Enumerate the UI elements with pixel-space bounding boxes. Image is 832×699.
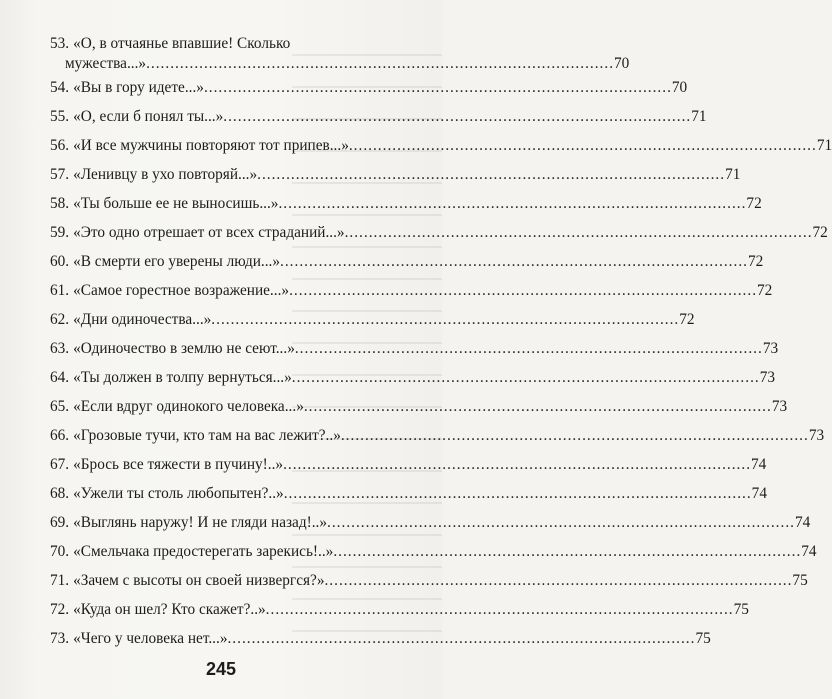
entry-page: 71 (725, 166, 741, 183)
leader-dots: ................................................................................................. (283, 485, 752, 502)
toc-entry (50, 397, 788, 426)
leader-dots: ................................................................................................. (227, 630, 696, 647)
entry-number: 59. (50, 224, 70, 241)
entry-page: 72 (679, 311, 695, 328)
toc-entry (50, 78, 688, 107)
toc-entry (50, 165, 741, 194)
entry-title: мужества...» (65, 55, 147, 72)
leader-dots: ................................................................................................. (327, 514, 795, 531)
toc-entry (50, 136, 832, 165)
entry-title: «Куда он шел? Кто скажет?..» (73, 601, 266, 618)
entry-page: 73 (771, 398, 788, 415)
entry-title: «Ленивцу в ухо повторяй...» (73, 166, 258, 183)
toc-entry (50, 571, 808, 600)
entry-number: 64. (50, 369, 70, 386)
entry-title: «Чего у человека нет...» (73, 630, 228, 647)
table-of-contents (50, 34, 832, 658)
entry-number: 54. (50, 79, 70, 96)
entry-page: 73 (759, 369, 776, 386)
leader-dots: ................................................................................................. (203, 79, 672, 96)
leader-dots: ................................................................................................. (278, 195, 747, 212)
leader-dots: ................................................................................................. (211, 311, 680, 328)
toc-entry (50, 513, 811, 542)
leader-dots: ................................................................................................. (146, 55, 615, 72)
entry-title: «Вы в гору идете...» (73, 79, 204, 96)
entry-page: 70 (614, 55, 630, 72)
page-number: 245 (205, 659, 237, 679)
toc-entry (50, 281, 773, 310)
leader-dots: ................................................................................................. (257, 166, 726, 183)
entry-page: 70 (671, 79, 688, 96)
entry-number: 63. (50, 340, 70, 357)
toc-entry (50, 339, 779, 368)
entry-number: 69. (50, 514, 70, 531)
entry-page: 74 (751, 485, 767, 502)
entry-title: «И все мужчины повторяют тот припев...» (73, 137, 349, 154)
leader-dots: ................................................................................................. (340, 427, 809, 444)
entry-number: 56. (50, 137, 70, 154)
entry-page: 74 (794, 514, 811, 531)
entry-number: 71. (50, 572, 70, 589)
entry-number: 65. (50, 398, 70, 415)
leader-dots: ................................................................................................. (265, 601, 734, 618)
toc-entry (50, 426, 825, 455)
entry-number: 53. (50, 35, 70, 52)
entry-page: 71 (691, 108, 707, 125)
leader-dots: ................................................................................................. (294, 340, 763, 357)
entry-title: «В смерти его уверены люди...» (73, 253, 281, 270)
entry-title: «Ужели ты столь любопытен?..» (73, 485, 284, 502)
toc-entry (50, 629, 711, 658)
entry-title: «Брось все тяжести в пучину!..» (73, 456, 284, 473)
entry-page: 72 (812, 224, 828, 241)
leader-dots: ................................................................................................. (291, 369, 760, 386)
entry-title: «Выглянь наружу! И не гляди назад!..» (73, 514, 328, 531)
entry-number: 68. (50, 485, 70, 502)
entry-page: 75 (792, 572, 808, 589)
entry-title: «Самое горестное возражение...» (73, 282, 290, 299)
entry-number: 60. (50, 253, 70, 270)
entry-page: 72 (746, 195, 762, 212)
entry-number: 57. (50, 166, 70, 183)
leader-dots: ................................................................................................. (289, 282, 758, 299)
toc-entry (50, 600, 749, 629)
entry-number: 61. (50, 282, 70, 299)
leader-dots: ................................................................................................. (223, 108, 692, 125)
entry-page: 75 (695, 630, 711, 647)
entry-number: 58. (50, 195, 70, 212)
entry-page: 75 (733, 601, 749, 618)
leader-dots: ................................................................................................. (344, 224, 813, 241)
entry-title: «Одиночество в землю не сеют...» (73, 340, 295, 357)
entry-page: 74 (751, 456, 767, 473)
entry-number: 62. (50, 311, 70, 328)
toc-entry (50, 310, 695, 339)
toc-entry-continuation (50, 54, 630, 78)
leader-dots: ................................................................................................. (280, 253, 748, 270)
entry-number: 55. (50, 108, 70, 125)
entry-title: «Грозовые тучи, кто там на вас лежит?..» (73, 427, 341, 444)
toc-entry (50, 34, 415, 54)
entry-page: 72 (757, 282, 773, 299)
entry-number: 67. (50, 456, 70, 473)
leader-dots: ................................................................................................. (333, 543, 802, 560)
entry-number: 66. (50, 427, 70, 444)
leader-dots: ................................................................................................. (283, 456, 752, 473)
entry-title: «Смельчака предостерегать зарекись!..» (73, 543, 334, 560)
entry-title-line1: «О, в отчаянье впавшие! Сколько (73, 35, 291, 52)
entry-title: «Зачем с высоты он своей низвергся?» (73, 572, 325, 589)
entry-title: «О, если б понял ты...» (73, 108, 224, 125)
leader-dots: ................................................................................................. (324, 572, 793, 589)
entry-title: «Ты больше ее не выносишь...» (73, 195, 279, 212)
toc-entry (50, 368, 776, 397)
toc-entry (50, 542, 817, 571)
entry-page: 71 (816, 137, 832, 154)
toc-entry (50, 455, 767, 484)
toc-entry (50, 252, 764, 281)
entry-page: 74 (801, 543, 817, 560)
entry-number: 73. (50, 630, 70, 647)
entry-title: «Ты должен в толпу вернуться...» (73, 369, 292, 386)
toc-entry (50, 194, 762, 223)
entry-number: 72. (50, 601, 70, 618)
entry-page: 73 (762, 340, 779, 357)
entry-number: 70. (50, 543, 70, 560)
entry-page: 72 (747, 253, 764, 270)
entry-page: 73 (808, 427, 825, 444)
entry-title: «Это одно отрешает от всех страданий...» (73, 224, 345, 241)
leader-dots: ................................................................................................. (348, 137, 817, 154)
entry-title: «Если вдруг одинокого человека...» (73, 398, 304, 415)
toc-entry (50, 223, 828, 252)
leader-dots: ................................................................................................. (303, 398, 772, 415)
toc-entry (50, 107, 707, 136)
toc-entry (50, 484, 767, 513)
entry-title: «Дни одиночества...» (73, 311, 212, 328)
